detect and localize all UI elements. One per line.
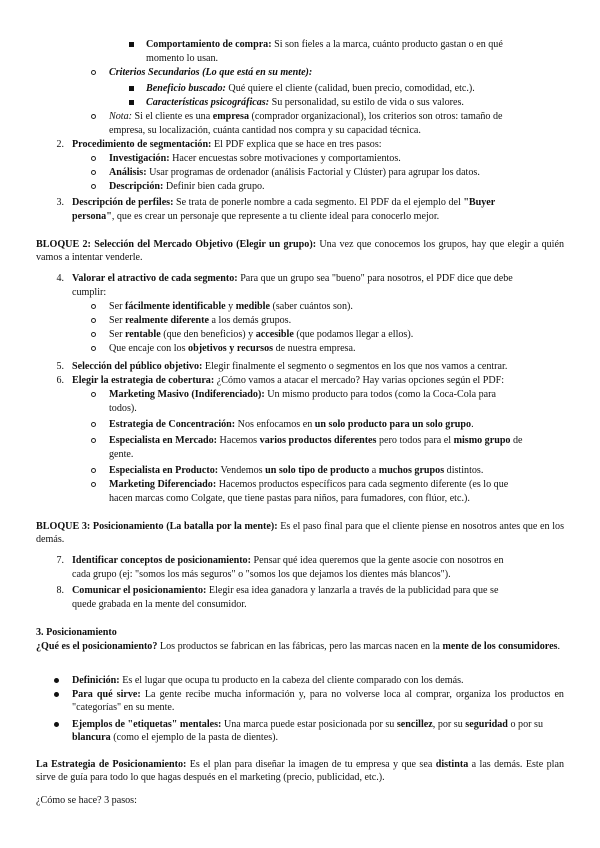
- text-line: Ser realmente diferente a los demás grupos.: [109, 315, 292, 326]
- circle-bullet-icon: [91, 156, 96, 161]
- circle-bullet-icon: [91, 184, 96, 189]
- list-number: 3.: [56, 197, 64, 208]
- text-line: Marketing Diferenciado: Hacemos productos específicos para cada segmento diferente (es lo que: [109, 479, 509, 490]
- block-heading-paragraph: BLOQUE 2: Selección del Mercado Objetivo (Elegir un grupo): Una vez que conocemos los grupos, hay que elegir a quién vamos a intentar venderle.: [36, 239, 565, 263]
- circle-bullet-icon: [91, 392, 96, 397]
- text-line: Nota: Si el cliente es una empresa (comprador organizacional), los criterios son otros: tamaño de: [109, 111, 503, 122]
- definition-paragraph: ¿Qué es el posicionamiento? Los productos se fabrican en las fábricas, pero las marcas nacen en la mente de los consumidores.: [36, 641, 561, 652]
- text-line: Investigación: Hacer encuestas sobre motivaciones y comportamientos.: [109, 153, 401, 164]
- circle-bullet-icon: [91, 346, 96, 351]
- list-number: 6.: [56, 375, 64, 386]
- text-line: cada grupo (ej: "somos los más seguros" o "somos los que dejamos los dientes más blancos").: [72, 569, 451, 580]
- circle-bullet-icon: [91, 468, 96, 473]
- square-bullet-icon: [129, 86, 134, 91]
- text-line: Procedimiento de segmentación: El PDF explica que se hace en tres pasos:: [72, 139, 382, 150]
- circle-bullet-icon: [91, 438, 96, 443]
- bullet-item: Definición: Es el lugar que ocupa tu producto en la cabeza del cliente comparado con los demás.: [72, 675, 464, 686]
- text-line: Especialista en Mercado: Hacemos varios productos diferentes pero todos para el mismo grupo de: [109, 435, 523, 446]
- block-heading-paragraph: BLOQUE 3: Posicionamiento (La batalla por la mente): Es el paso final para que el cliente piense en nosotros antes que en los demás.: [36, 521, 564, 545]
- text-line: Identificar conceptos de posicionamiento: Pensar qué idea queremos que la gente asocie con nosotros en: [72, 555, 504, 566]
- text-line: Ser rentable (que den beneficios) y accesible (que podamos llegar a ellos).: [109, 329, 414, 340]
- strategy-paragraph: La Estrategia de Posicionamiento: Es el plan para diseñar la imagen de tu empresa y que sea distinta a las demás. Este plan sirve de guía para todo lo que hagas después en el marketing (precio, publicidad, etc.).: [36, 759, 564, 783]
- text-line: Especialista en Producto: Vendemos un solo tipo de producto a muchos grupos distintos.: [109, 465, 484, 476]
- text-line: Estrategia de Concentración: Nos enfocamos en un solo producto para un solo grupo.: [109, 419, 474, 430]
- circle-bullet-icon: [91, 318, 96, 323]
- text-line: Análisis: Usar programas de ordenador (análisis Factorial y Clúster) para agrupar los datos.: [109, 167, 480, 178]
- text-line: ¿Cómo se hace? 3 pasos:: [36, 795, 137, 806]
- text-line: Criterios Secundarios (Lo que está en su mente):: [109, 67, 313, 78]
- circle-bullet-icon: [91, 114, 96, 119]
- circle-bullet-icon: [91, 482, 96, 487]
- text-line: Descripción de perfiles: Se trata de ponerle nombre a cada segmento. El PDF da el ejemplo del "Buyer: [72, 197, 496, 208]
- text-line: gente.: [109, 449, 134, 460]
- text-line: momento lo usan.: [146, 53, 219, 64]
- circle-bullet-icon: [91, 422, 96, 427]
- list-number: 5.: [56, 361, 64, 372]
- circle-bullet-icon: [91, 304, 96, 309]
- text-line: cumplir:: [72, 287, 107, 298]
- text-line: Comportamiento de compra: Si son fieles a la marca, cuánto producto gastan o en qué: [146, 39, 503, 50]
- text-line: Selección del público objetivo: Elegir finalmente el segmento o segmentos en los que nos vamos a centrar.: [72, 361, 508, 372]
- text-line: Marketing Masivo (Indiferenciado): Un mismo producto para todos (como la Coca-Cola para: [109, 389, 496, 400]
- section-heading: 3. Posicionamiento: [36, 627, 117, 638]
- text-line: Comunicar el posicionamiento: Elegir esa idea ganadora y lanzarla a través de la publicidad para que se: [72, 585, 499, 596]
- square-bullet-icon: [129, 42, 134, 47]
- text-line: Ser fácilmente identificable y medible (saber cuántos son).: [109, 301, 353, 312]
- list-number: 4.: [56, 273, 64, 284]
- bullet-icon: [54, 722, 59, 727]
- bullet-icon: [54, 678, 59, 683]
- bullet-item: Para qué sirve: La gente recibe mucha información y, para no volverse loca al comprar, organiza los productos en "categorías" en su mente.: [72, 689, 564, 713]
- text-line: Características psicográficas: Su personalidad, su estilo de vida o sus valores.: [146, 97, 464, 108]
- text-line: persona", que es crear un personaje que represente a tu cliente ideal para conocerlo mejor.: [72, 211, 440, 222]
- text-line: empresa, su localización, cuánta cantidad nos compra y su capacidad técnica.: [109, 125, 421, 136]
- list-number: 7.: [56, 555, 64, 566]
- bullet-icon: [54, 692, 59, 697]
- text-line: Descripción: Definir bien cada grupo.: [109, 181, 265, 192]
- list-number: 8.: [56, 585, 64, 596]
- text-line: Beneficio buscado: Qué quiere el cliente (calidad, buen precio, comodidad, etc.).: [146, 83, 475, 94]
- bullet-item: Ejemplos de "etiquetas" mentales: Una marca puede estar posicionada por su sencillez, por su seguridad o por su blancura (como el ejemplo de la pasta de dientes).: [72, 719, 543, 743]
- list-number: 2.: [56, 139, 64, 150]
- circle-bullet-icon: [91, 170, 96, 175]
- text-line: todos).: [109, 403, 137, 414]
- text-line: Que encaje con los objetivos y recursos de nuestra empresa.: [109, 343, 356, 354]
- circle-bullet-icon: [91, 70, 96, 75]
- text-line: Elegir la estrategia de cobertura: ¿Cómo vamos a atacar el mercado? Hay varias opciones según el PDF:: [72, 375, 505, 386]
- text-line: quede grabada en la mente del consumidor.: [72, 599, 247, 610]
- text-line: Valorar el atractivo de cada segmento: Para que un grupo sea "bueno" para nosotros, el PDF dice que debe: [72, 273, 513, 284]
- square-bullet-icon: [129, 100, 134, 105]
- text-line: hacen marcas como Colgate, que tiene pastas para niños, para fumadores, con flúor, etc.).: [109, 493, 470, 504]
- circle-bullet-icon: [91, 332, 96, 337]
